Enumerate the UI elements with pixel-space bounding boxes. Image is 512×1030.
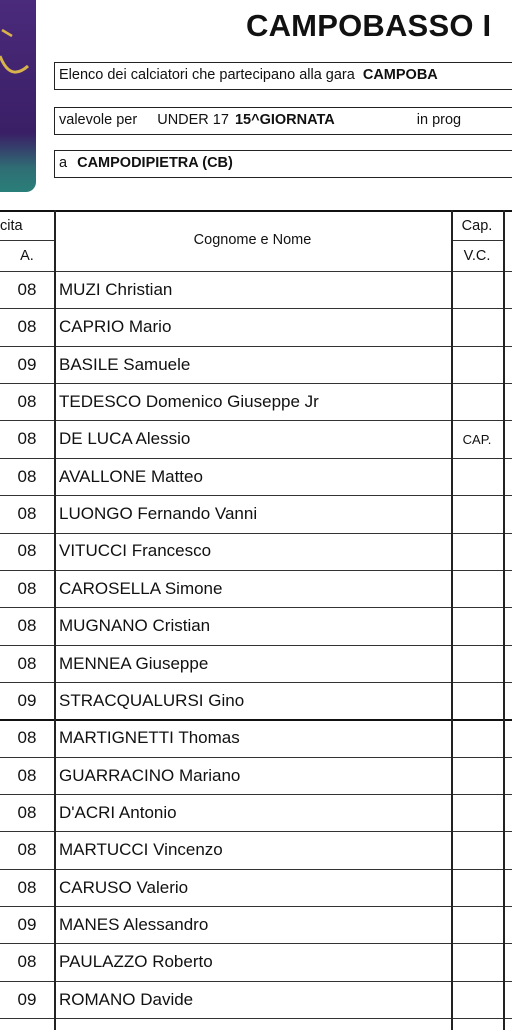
row-divider xyxy=(0,607,512,608)
player-name: MUGNANO Cristian xyxy=(59,616,211,636)
row-divider xyxy=(0,757,512,758)
player-name: BASILE Samuele xyxy=(59,354,191,374)
match-name: CAMPOBA xyxy=(362,67,438,83)
row-divider xyxy=(0,682,512,683)
match-list-label: Elenco dei calciatori che partecipano alla gara xyxy=(59,67,355,83)
players-table xyxy=(0,210,512,1024)
header-year-label: A. xyxy=(20,248,34,264)
header-name-label: Cognome e Nome xyxy=(193,232,312,248)
header-vice-captain-label: V.C. xyxy=(463,248,491,264)
player-name: AVALLONE Matteo xyxy=(59,466,203,486)
row-divider xyxy=(0,420,512,421)
venue-label: a xyxy=(59,155,68,171)
row-divider xyxy=(0,943,512,944)
header-birth-label: cita xyxy=(0,218,23,234)
player-year: 08 xyxy=(17,466,37,486)
column-divider xyxy=(451,210,453,1030)
player-name: MARTUCCI Vincenzo xyxy=(59,840,223,860)
venue-field xyxy=(54,150,512,178)
player-name: MENNEA Giuseppe xyxy=(59,653,209,673)
table-top-border xyxy=(0,210,512,212)
player-year: 08 xyxy=(17,802,37,822)
player-year: 08 xyxy=(17,653,37,673)
header-bottom-border xyxy=(0,271,512,272)
row-divider xyxy=(0,458,512,459)
player-name: LUONGO Fernando Vanni xyxy=(59,504,258,524)
crest-icon xyxy=(0,0,36,192)
player-year: 08 xyxy=(17,877,37,897)
round-value: 15^GIORNATA xyxy=(234,112,335,128)
header-divider-left xyxy=(0,240,54,241)
player-name: CAROSELLA Simone xyxy=(59,578,223,598)
player-year: 08 xyxy=(17,429,37,449)
row-divider xyxy=(0,346,512,347)
player-name: ROMANO Davide xyxy=(59,989,194,1009)
player-year: 08 xyxy=(17,952,37,972)
row-divider xyxy=(0,981,512,982)
row-divider xyxy=(0,383,512,384)
player-year: 08 xyxy=(17,728,37,748)
header-captain-label: Cap. xyxy=(461,218,493,234)
row-divider xyxy=(0,1018,512,1019)
captain-mark: CAP. xyxy=(462,432,492,448)
player-name: MARTIGNETTI Thomas xyxy=(59,728,240,748)
row-divider xyxy=(0,308,512,309)
column-divider xyxy=(503,210,505,1030)
player-year: 08 xyxy=(17,840,37,860)
valid-for-field xyxy=(54,107,512,135)
player-year: 09 xyxy=(17,915,37,934)
page-title: CAMPOBASSO I xyxy=(246,8,492,43)
header-divider-right xyxy=(451,240,503,241)
player-year: 09 xyxy=(17,354,37,374)
player-name: PAULAZZO Roberto xyxy=(59,952,213,972)
player-year: 08 xyxy=(17,317,37,337)
venue-value: CAMPODIPIETRA (CB) xyxy=(77,155,233,171)
row-divider xyxy=(0,831,512,832)
club-logo xyxy=(0,0,36,192)
player-name: VITUCCI Francesco xyxy=(59,541,212,561)
player-name: MANES Alessandro xyxy=(59,915,209,934)
row-divider xyxy=(0,719,512,721)
player-name: GUARRACINO Mariano xyxy=(59,765,241,785)
category-value: UNDER 17 xyxy=(157,112,229,128)
player-name: D'ACRI Antonio xyxy=(59,802,177,822)
valid-for-label: valevole per xyxy=(59,112,138,128)
row-divider xyxy=(0,794,512,795)
row-divider xyxy=(0,645,512,646)
row-divider xyxy=(0,869,512,870)
player-year: 08 xyxy=(17,392,37,412)
player-name: CARUSO Valerio xyxy=(59,877,189,897)
match-list-field xyxy=(54,62,512,90)
row-divider xyxy=(0,906,512,907)
player-year: 09 xyxy=(17,989,37,1009)
player-year: 08 xyxy=(17,504,37,524)
player-year: 08 xyxy=(17,280,37,299)
player-year: 08 xyxy=(17,616,37,636)
player-name: DE LUCA Alessio xyxy=(59,429,191,449)
player-year: 08 xyxy=(17,765,37,785)
player-year: 08 xyxy=(17,541,37,561)
schedule-text: in prog xyxy=(416,112,462,128)
player-name: TEDESCO Domenico Giuseppe Jr xyxy=(59,392,319,412)
player-name: STRACQUALURSI Gino xyxy=(59,690,245,710)
row-divider xyxy=(0,570,512,571)
row-divider xyxy=(0,495,512,496)
player-year: 09 xyxy=(17,690,37,710)
player-year: 08 xyxy=(17,578,37,598)
column-divider xyxy=(54,210,56,1030)
player-name: CAPRIO Mario xyxy=(59,317,172,337)
player-name: MUZI Christian xyxy=(59,280,173,299)
row-divider xyxy=(0,533,512,534)
